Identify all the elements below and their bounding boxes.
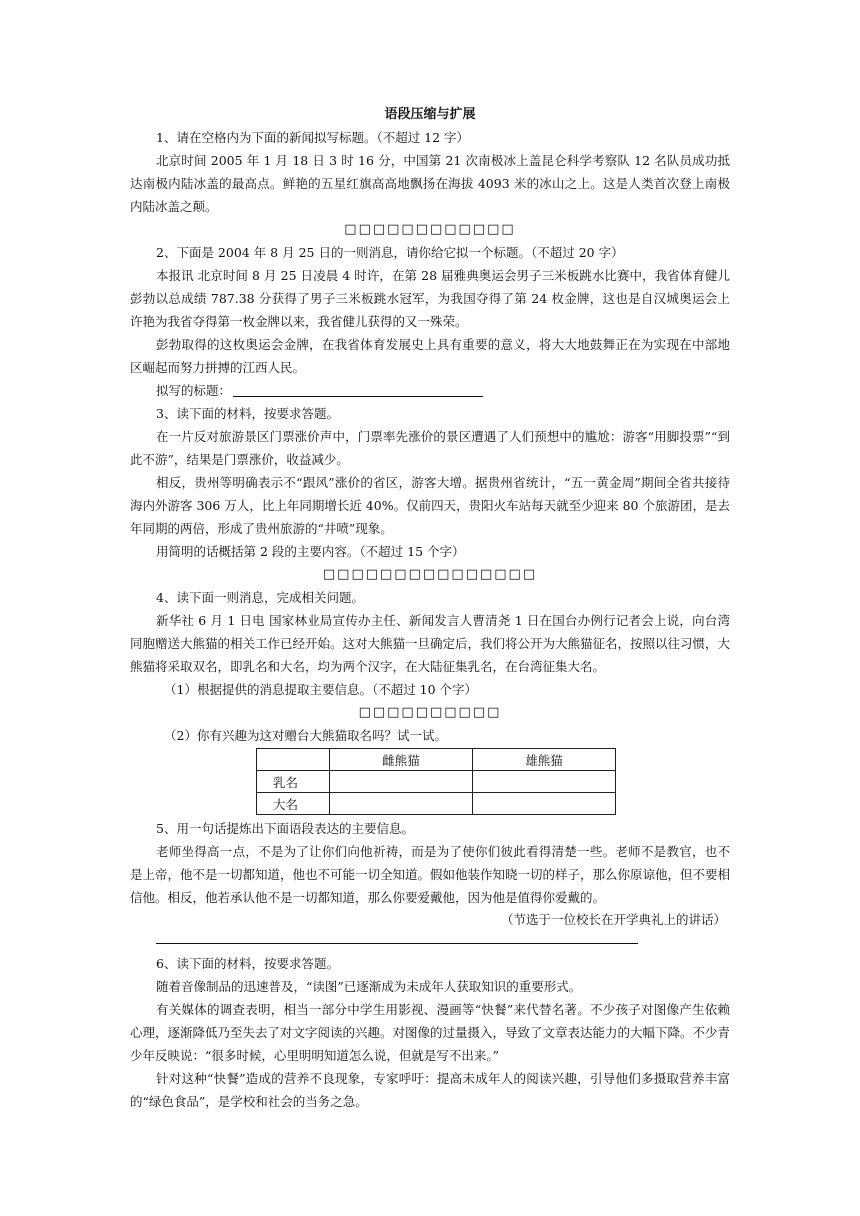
q3-para-2: 相反，贵州等明确表示不“跟风”涨价的省区，游客大增。据贵州省统计，“五一黄金周”期间全省共接待海内外游客 306 万人，比上年同期增长近 40%。仅前四天，贵阳火车站每天就至少迎来 80 个旅游团，是去年同期的两倍，形成了贵州旅游的“井喷”现象。 [130,475,730,536]
table-header-cell [257,749,330,771]
table-cell-input[interactable] [473,793,616,815]
table-row [257,793,616,815]
table-header-cell: 雌熊猫 [330,749,473,771]
q4-prompt: 4、读下面一则消息，完成相关问题。 [156,590,364,605]
q4-sub1: （1）根据提供的消息提取主要信息。（不超过 10 个字） [164,682,478,697]
table-row [257,771,616,793]
q1-text: 北京时间 2005 年 1 月 18 日 3 时 16 分，中国第 21 次南极冰上盖昆仑科学考察队 12 名队员成功抵达南极内陆冰盖的最高点。鲜艳的五星红旗高高地飘扬在海拔 4093 米的冰山之上。这是人类首次登上南极内陆冰盖之颠。 [130,153,730,214]
q5-prompt: 5、用一句话提炼出下面语段表达的主要信息。 [156,821,414,836]
q1-answer-boxes[interactable]: □□□□□□□□□□□□ [344,222,516,237]
q5-source: （节选于一位校长在开学典礼上的讲话） [500,912,726,927]
table-cell-input[interactable] [330,771,473,793]
q5-answer-line[interactable] [156,931,638,944]
q6-para-1: 随着音像制品的迅速普及，“读图”已逐渐成为未成年人获取知识的重要形式。 [156,979,582,994]
q3-task: 用简明的话概括第 2 段的主要内容。（不超过 15 个字） [156,544,465,559]
table-cell-input[interactable] [473,771,616,793]
q2-para-1: 本报讯 北京时间 8 月 25 日凌晨 4 时许，在第 28 届雅典奥运会男子三米板跳水比赛中，我省体育健儿彭勃以总成绩 787.38 分获得了男子三米板跳水冠军，为我国夺得了第 24 枚金牌，这也是自汉城奥运会上许艳为我省夺得第一枚金牌以来，我省健儿获得的又一殊荣。 [130,268,730,329]
q3-answer-boxes[interactable]: □□□□□□□□□□□□□□□ [322,567,538,582]
q2-answer-row [130,379,730,402]
q2-para-2: 彭勃取得的这枚奥运会金牌，在我省体育发展史上具有重要的意义，将大大地鼓舞正在为实现在中部地区崛起而努力拼搏的江西人民。 [130,337,730,375]
q2-answer-blank[interactable] [233,382,483,397]
q6-para-3: 针对这种“快餐”造成的营养不良现象，专家呼吁：提高未成年人的阅读兴趣，引导他们多摄取营养丰富的“绿色食品”，是学校和社会的当务之急。 [130,1071,730,1109]
panda-name-table [256,748,616,815]
table-header-row [257,749,616,771]
table-cell-input[interactable] [330,793,473,815]
q1-prompt: 1、请在空格内为下面的新闻拟写标题。（不超过 12 字） [156,130,470,145]
q4-answer-boxes[interactable]: □□□□□□□□□□ [358,705,502,720]
q4-sub2: （2）你有兴趣为这对赠台大熊猫取名吗？试一试。 [164,728,447,743]
table-row-label: 乳名 [257,771,330,793]
q6-prompt: 6、读下面的材料，按要求答题。 [156,956,339,971]
q2-prompt: 2、下面是 2004 年 8 月 25 日的一则消息，请你给它拟一个标题。（不超过 20 字） [156,245,624,260]
q4-text: 新华社 6 月 1 日电 国家林业局宣传办主任、新闻发言人曹清尧 1 日在国台办例行记者会上说，向台湾同胞赠送大熊猫的相关工作已经开始。这对大熊猫一旦确定后，我们将公开为大熊猫征名，按照以往习惯，大熊猫将采取双名，即乳名和大名，均为两个汉字，在大陆征集乳名，在台湾征集大名。 [130,613,731,674]
table-row-label: 大名 [257,793,330,815]
q3-prompt: 3、读下面的材料，按要求答题。 [156,406,339,421]
q3-para-1: 在一片反对旅游景区门票涨价声中，门票率先涨价的景区遭遇了人们预想中的尴尬：游客“用脚投票”“到此不游”，结果是门票涨价，收益减少。 [130,429,730,467]
table-header-cell: 雄熊猫 [473,749,616,771]
q2-answer-label: 拟写的标题： [156,383,232,398]
q5-text: 老师坐得高一点，不是为了让你们向他祈祷，而是为了使你们彼此看得清楚一些。老师不是教官，也不是上帝，他不是一切都知道，他也不可能一切全知道。假如他装作知晓一切的样子，那么你原谅他，但不要相信他。相反，他若承认他不是一切都知道，那么你要爱戴他，因为他是值得你爱戴的。 [130,844,731,905]
document-content [130,104,730,1113]
q6-para-2: 有关媒体的调查表明，相当一部分中学生用影视、漫画等“快餐”来代替名著。不少孩子对图像产生依赖心理，逐渐降低乃至失去了对文字阅读的兴趣。对图像的过量摄入，导致了文章表达能力的大幅下降。不少青少年反映说：“很多时候，心里明明知道怎么说，但就是写不出来。” [130,1002,731,1063]
page-title: 语段压缩与扩展 [384,107,476,122]
